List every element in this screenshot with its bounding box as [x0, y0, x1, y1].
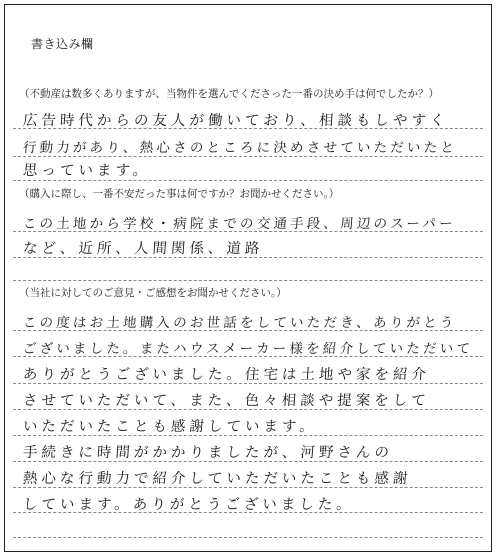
handwritten-answer-line: この度はお土地購入のお世話をしていただき、ありがとう	[22, 315, 458, 331]
question-deciding-factor: （不動産は数多くありますが、当物件を選んでくださった一番の決め手は何でしたか？）	[19, 88, 439, 100]
question-biggest-worry: （購入に際し、一番不安だった事は何ですか？お聞かせください。）	[19, 188, 340, 200]
question-feedback: （当社に対してのご意見・ご感想をお聞かせください。）	[19, 287, 287, 299]
handwritten-answer-line: 熱心な行動力で紹介していただいたことも感謝	[22, 471, 412, 487]
handwritten-answer-line: いただいたことも感謝しています。	[22, 419, 319, 435]
answer-line-rule	[13, 537, 483, 538]
handwritten-answer-line: 行動力があり、熱心さのところに決めさせていただいたと	[22, 140, 458, 156]
handwritten-answer-line: 手続きに時間がかかりましたが、河野さんの	[22, 445, 394, 461]
handwritten-answer-line: 広告時代からの友人が働いており、相談もしやすく	[22, 113, 449, 129]
comment-form	[4, 4, 492, 552]
form-title: 書き込み欄	[31, 37, 94, 51]
handwritten-answer-line: ございました。またハウスメーカー様を紹介していただいて	[22, 341, 474, 357]
handwritten-answer-line: させていただいて、また、色々相談や提案をして	[22, 393, 431, 409]
handwritten-answer-line: この土地から学校・病院までの交通手段、周辺のスーパー	[22, 216, 457, 232]
handwritten-answer-line: しています。ありがとうございました。	[22, 497, 356, 513]
answer-line-rule	[13, 156, 483, 157]
handwritten-answer-line: など、近所、人間関係、道路	[22, 241, 264, 257]
handwritten-answer-line: ありがとうございました。住宅は土地や家を紹介	[22, 367, 431, 383]
handwritten-answer-line: 思っています。	[22, 163, 152, 179]
answer-line-rule	[13, 180, 483, 181]
answer-line-rule	[13, 280, 483, 281]
